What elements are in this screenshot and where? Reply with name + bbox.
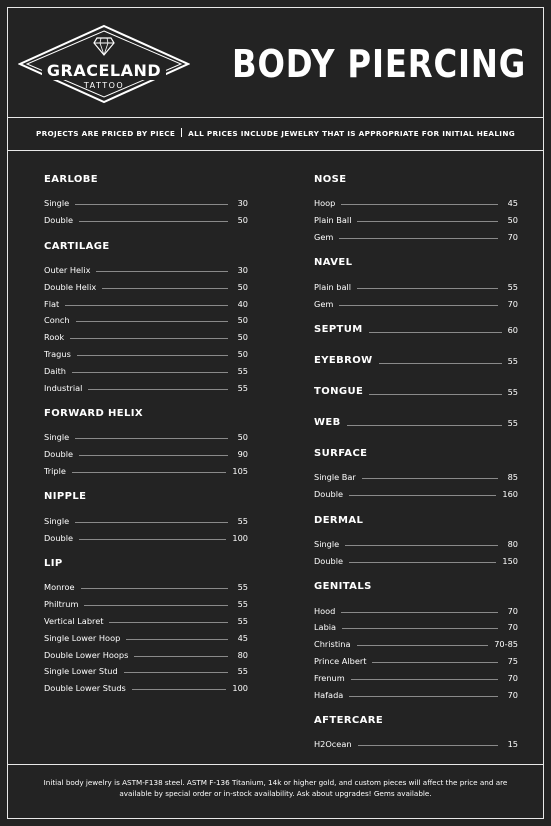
- leader-line: [379, 363, 502, 364]
- header: [8, 8, 543, 118]
- price-row: [44, 429, 248, 446]
- item-price: 100: [232, 532, 248, 543]
- item-price: 30: [237, 264, 248, 275]
- pricing-note: [8, 118, 543, 151]
- item-label: Flat: [44, 298, 60, 309]
- section-earlobe: [44, 173, 248, 229]
- section-title: EARLOBE: [44, 174, 99, 185]
- section-title: EYEBROW: [314, 355, 373, 367]
- item-label: Double Lower Studs: [44, 683, 126, 694]
- leader-line: [342, 628, 498, 629]
- item-label: Gem: [314, 298, 334, 309]
- item-label: Plain ball: [314, 281, 352, 292]
- leader-line: [357, 288, 498, 289]
- leader-line: [109, 622, 228, 623]
- price-row: [44, 579, 248, 596]
- item-label: Prince Albert: [314, 655, 367, 666]
- item-price: 50: [237, 281, 248, 292]
- price-row: [314, 552, 518, 569]
- leader-line: [357, 221, 498, 222]
- section-title: CARTILAGE: [44, 240, 110, 252]
- leader-line: [79, 539, 226, 540]
- item-label: Monroe: [44, 582, 75, 593]
- item-price: 70: [507, 622, 518, 633]
- item-price: 55: [237, 382, 248, 393]
- item-label: Single: [44, 432, 70, 443]
- item-price: 75: [507, 655, 518, 666]
- price-row: [44, 629, 248, 646]
- item-price: 150: [502, 555, 518, 566]
- leader-line: [96, 271, 228, 272]
- price-row: [314, 195, 518, 212]
- price-row: [44, 346, 248, 363]
- item-label: Plain Ball: [314, 215, 352, 226]
- item-price: 55: [507, 281, 518, 292]
- pricing-note-part1: PROJECTS ARE PRICED BY PIECE: [35, 129, 176, 138]
- price-row: [44, 295, 248, 312]
- price-row: [314, 653, 518, 670]
- price-row: [314, 736, 518, 753]
- price-row: [44, 362, 248, 379]
- leader-line: [75, 522, 228, 523]
- item-label: Double: [314, 555, 344, 566]
- item-label: Triple: [44, 465, 66, 476]
- item-price: 30: [237, 198, 248, 209]
- item-label: Philtrum: [44, 599, 79, 610]
- price-row: [44, 278, 248, 295]
- item-label: Hoop: [314, 198, 336, 209]
- item-price: 50: [507, 215, 518, 226]
- section-title: SURFACE: [314, 447, 368, 459]
- section-forward-helix: [44, 407, 248, 479]
- item-price: 15: [507, 739, 518, 750]
- price-row: [314, 669, 518, 686]
- price-row: [314, 536, 518, 553]
- price-row: [44, 646, 248, 663]
- item-label: Double Lower Hoops: [44, 649, 129, 660]
- leader-line: [341, 204, 498, 205]
- price-row: [314, 469, 518, 486]
- leader-line: [339, 238, 498, 239]
- leader-line: [81, 588, 229, 589]
- item-price: 55: [237, 599, 248, 610]
- price-row: [44, 312, 248, 329]
- item-label: Single Lower Hoop: [44, 632, 121, 643]
- price-row: [44, 680, 248, 697]
- section-tongue: [314, 385, 518, 399]
- price-row: [314, 619, 518, 636]
- item-price: 45: [237, 632, 248, 643]
- section-navel: [314, 256, 518, 312]
- section-title: SEPTUM: [314, 324, 363, 336]
- section-eyebrow: [314, 354, 518, 368]
- item-price: 50: [237, 332, 248, 343]
- item-label: Daith: [44, 365, 66, 376]
- leader-line: [72, 472, 226, 473]
- item-price: 70-85: [494, 639, 518, 650]
- item-label: Single Bar: [314, 472, 356, 483]
- item-price: 50: [237, 315, 248, 326]
- leader-line: [79, 221, 228, 222]
- section-septum: [314, 323, 518, 337]
- item-price: 50: [237, 215, 248, 226]
- item-price: 50: [237, 432, 248, 443]
- leader-line: [132, 689, 227, 690]
- pricing-note-part2: ALL PRICES INCLUDE JEWELRY THAT IS APPROPRIATE FOR INITIAL HEALING: [188, 129, 516, 138]
- leader-line: [341, 612, 498, 613]
- leader-line: [79, 455, 228, 456]
- leader-line: [357, 645, 489, 646]
- leader-line: [77, 355, 228, 356]
- leader-line: [362, 478, 498, 479]
- item-label: Double: [314, 489, 344, 500]
- price-row: [44, 446, 248, 463]
- item-price: 70: [507, 672, 518, 683]
- section-title: FORWARD HELIX: [44, 407, 144, 419]
- section-nose: [314, 173, 518, 245]
- item-label: Christina: [314, 639, 351, 650]
- item-label: Double Helix: [44, 281, 97, 292]
- item-price: 105: [232, 465, 248, 476]
- price-row: [314, 295, 518, 312]
- item-price: 80: [507, 538, 518, 549]
- item-label: Labia: [314, 622, 337, 633]
- price-row: [44, 512, 248, 529]
- item-price: 45: [507, 198, 518, 209]
- section-title: LIP: [44, 557, 63, 569]
- price-row: [314, 229, 518, 246]
- section-lip: [44, 557, 248, 697]
- footer-note: Initial body jewelry is ASTM-F138 steel. ASTM F-136 Titanium, 14k or higher gold, and custom pieces will affect the price and are available by special order or in-stock availability. Ask about upgrades! Gems available.: [8, 764, 543, 819]
- item-label: Single: [44, 515, 70, 526]
- diamond-icon: [94, 38, 114, 55]
- item-price: 55: [237, 615, 248, 626]
- leader-line: [339, 305, 498, 306]
- leader-line: [349, 696, 498, 697]
- logo-subtitle: TATTOO: [83, 81, 125, 90]
- item-label: Rook: [44, 332, 65, 343]
- leader-line: [358, 745, 498, 746]
- item-label: Hafada: [314, 689, 344, 700]
- section-surface: [314, 447, 518, 503]
- leader-line: [345, 545, 498, 546]
- item-label: Vertical Labret: [44, 615, 104, 626]
- graceland-logo: [18, 24, 190, 104]
- leader-line: [372, 662, 498, 663]
- leader-line: [124, 672, 228, 673]
- left-column: [44, 173, 248, 708]
- item-label: H2Ocean: [314, 739, 352, 750]
- price-row: [44, 596, 248, 613]
- section-title: DERMAL: [314, 514, 364, 526]
- leader-line: [76, 321, 228, 322]
- item-price: 55: [237, 515, 248, 526]
- section-inline-row: [314, 385, 518, 399]
- item-label: Single: [314, 538, 340, 549]
- price-row: [314, 486, 518, 503]
- item-label: Double: [44, 532, 74, 543]
- item-price: 55: [237, 365, 248, 376]
- price-row: [314, 686, 518, 703]
- price-row: [44, 262, 248, 279]
- item-label: Double: [44, 215, 74, 226]
- section-title: AFTERCARE: [314, 714, 384, 726]
- item-label: Conch: [44, 315, 70, 326]
- item-price: 60: [507, 324, 518, 335]
- section-title: TONGUE: [314, 386, 364, 398]
- item-label: Gem: [314, 231, 334, 242]
- price-row: [314, 212, 518, 229]
- section-genitals: [314, 580, 518, 703]
- section-title: NOSE: [314, 174, 347, 185]
- leader-line: [369, 394, 501, 395]
- price-row: [44, 663, 248, 680]
- section-aftercare: [314, 714, 518, 753]
- price-row: [44, 195, 248, 212]
- item-price: 70: [507, 689, 518, 700]
- leader-line: [88, 389, 228, 390]
- item-price: 70: [507, 298, 518, 309]
- leader-line: [102, 288, 228, 289]
- item-label: Hood: [314, 605, 336, 616]
- item-label: Tragus: [44, 348, 71, 359]
- section-nipple: [44, 490, 248, 546]
- leader-line: [351, 679, 498, 680]
- section-web: [314, 416, 518, 430]
- item-price: 100: [232, 683, 248, 694]
- item-price: 160: [502, 489, 518, 500]
- menu-frame: [7, 7, 544, 819]
- item-label: Industrial: [44, 382, 83, 393]
- price-row: [44, 613, 248, 630]
- item-price: 40: [237, 298, 248, 309]
- price-row: [44, 379, 248, 396]
- leader-line: [75, 438, 228, 439]
- section-title: NIPPLE: [44, 491, 87, 503]
- item-price: 70: [507, 231, 518, 242]
- price-row: [44, 212, 248, 229]
- page-title: BODY PIERCING: [232, 42, 527, 86]
- section-title: WEB: [314, 417, 341, 429]
- leader-line: [347, 425, 502, 426]
- right-column: [314, 173, 518, 764]
- leader-line: [349, 495, 496, 496]
- item-label: Double: [44, 449, 74, 460]
- item-price: 55: [507, 386, 518, 397]
- item-price: 55: [507, 355, 518, 366]
- item-price: 50: [237, 348, 248, 359]
- separator: [181, 128, 182, 137]
- item-price: 55: [237, 666, 248, 677]
- section-cartilage: [44, 240, 248, 396]
- leader-line: [126, 639, 228, 640]
- section-title: NAVEL: [314, 257, 353, 269]
- item-label: Outer Helix: [44, 264, 91, 275]
- leader-line: [84, 605, 228, 606]
- price-row: [44, 529, 248, 546]
- price-row: [44, 463, 248, 480]
- leader-line: [369, 332, 502, 333]
- section-inline-row: [314, 416, 518, 430]
- item-label: Single: [44, 198, 70, 209]
- section-dermal: [314, 514, 518, 570]
- item-price: 55: [237, 582, 248, 593]
- item-label: Frenum: [314, 672, 345, 683]
- item-price: 55: [507, 417, 518, 428]
- leader-line: [134, 656, 228, 657]
- leader-line: [75, 204, 228, 205]
- logo-name: GRACELAND: [46, 61, 162, 80]
- section-inline-row: [314, 354, 518, 368]
- price-row: [314, 602, 518, 619]
- price-row: [314, 636, 518, 653]
- price-row: [44, 329, 248, 346]
- item-price: 80: [237, 649, 248, 660]
- section-title: GENITALS: [314, 581, 372, 593]
- leader-line: [349, 562, 496, 563]
- section-inline-row: [314, 323, 518, 337]
- price-row: [314, 278, 518, 295]
- item-price: 90: [237, 449, 248, 460]
- leader-line: [72, 372, 228, 373]
- item-price: 70: [507, 605, 518, 616]
- leader-line: [65, 305, 228, 306]
- item-label: Single Lower Stud: [44, 666, 118, 677]
- leader-line: [70, 338, 228, 339]
- item-price: 85: [507, 472, 518, 483]
